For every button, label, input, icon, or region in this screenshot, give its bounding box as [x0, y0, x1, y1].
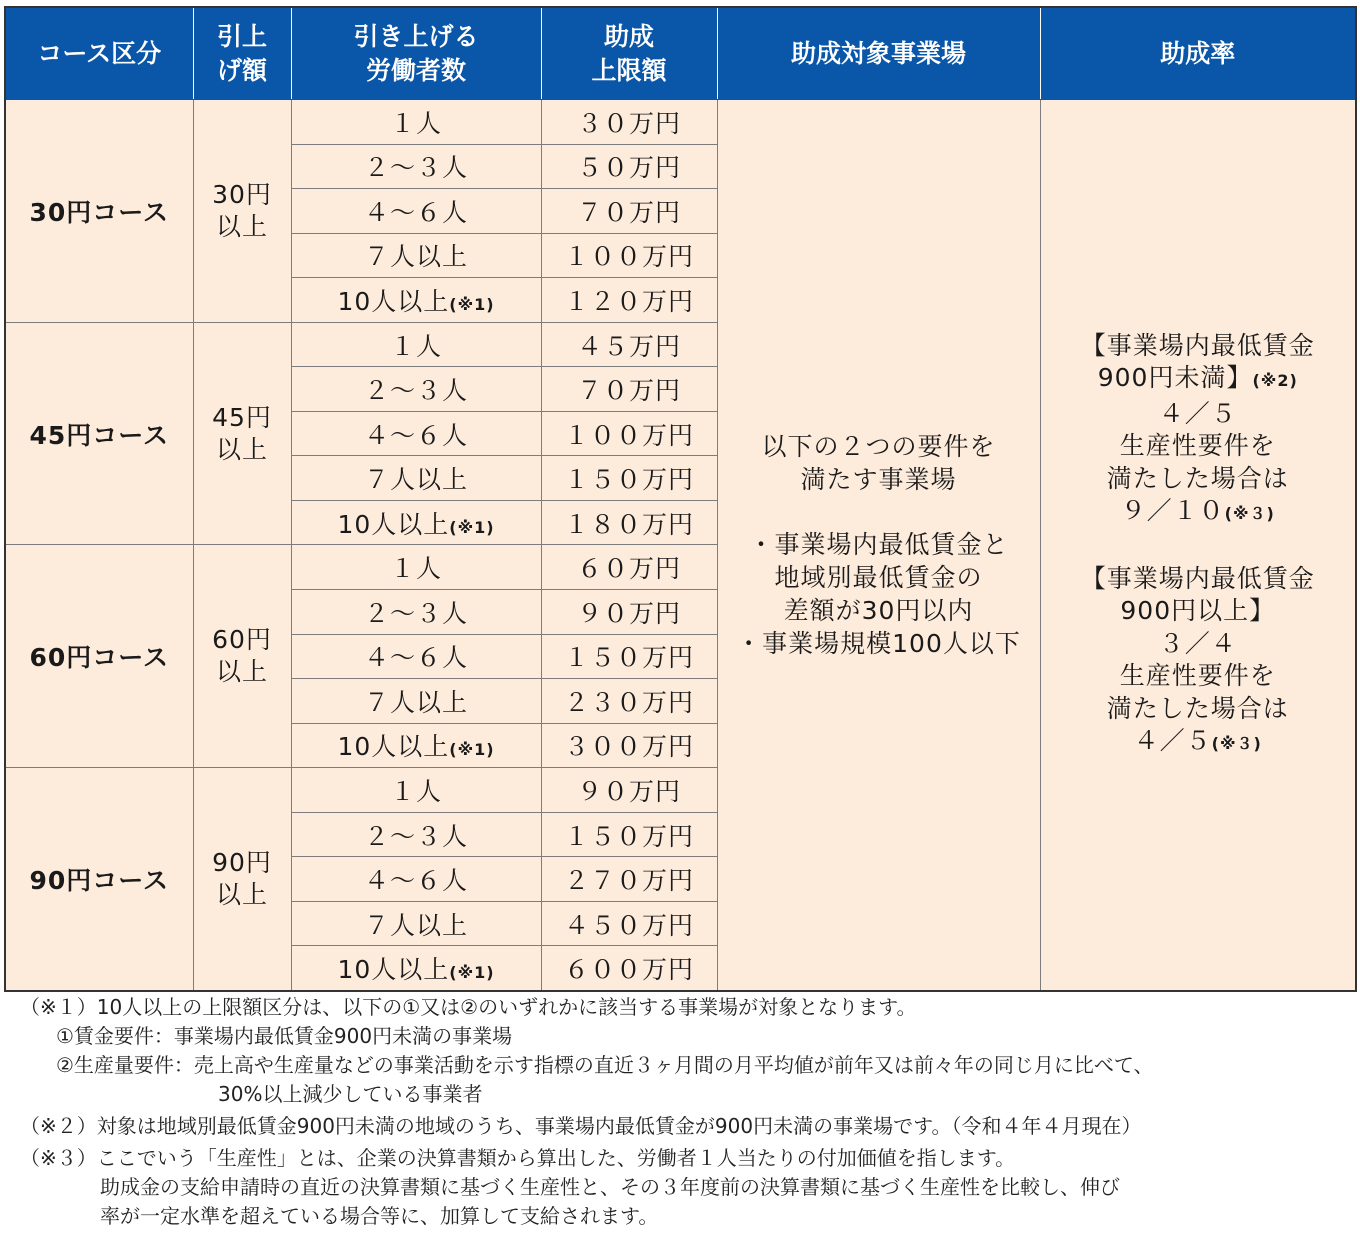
footnote-1-c: 30%以上減少している事業者 — [218, 1082, 483, 1106]
course-amount-suffix: 以上 — [215, 434, 268, 464]
header-amount-line2: げ額 — [216, 55, 267, 85]
target-intro-line1: 以下の２つの要件を — [761, 432, 996, 461]
rate1-cond2: 満たした場合は — [1106, 463, 1289, 493]
limit-cell: １８０万円 — [541, 500, 717, 545]
limit-cell: ７０万円 — [541, 367, 717, 412]
header-limit-line1: 助成 — [603, 21, 654, 51]
workers-note: (※1) — [449, 517, 495, 537]
target-req2: ・事業場規模100人以下 — [736, 629, 1021, 658]
course-name: 30円コース — [5, 100, 193, 323]
target-cell — [717, 100, 1040, 992]
target-req1-line2: 地域別最低賃金の — [774, 563, 983, 592]
table-row — [5, 100, 1356, 145]
course-name: 60円コース — [5, 545, 193, 768]
workers-cell: ２～３人 — [291, 144, 541, 189]
workers-value: 10人以上 — [337, 732, 450, 762]
limit-cell: ７０万円 — [541, 189, 717, 234]
rate1-head: 【事業場内最低賃金 — [1080, 330, 1315, 360]
course-amount-value: 60円 — [212, 625, 272, 655]
rate1-sub-line — [1041, 362, 1356, 398]
workers-cell: ４～６人 — [291, 857, 541, 902]
rate1-note: (※2) — [1252, 371, 1298, 390]
course-amount — [193, 100, 291, 323]
workers-cell: １人 — [291, 768, 541, 813]
workers-cell: ４～６人 — [291, 189, 541, 234]
course-amount — [193, 768, 291, 991]
limit-cell: ５０万円 — [541, 144, 717, 189]
target-req1-line1: ・事業場内最低賃金と — [748, 530, 1009, 559]
rate1-bonus-note: (※３) — [1224, 504, 1275, 523]
limit-cell: １００万円 — [541, 233, 717, 278]
workers-note: (※1) — [449, 963, 495, 983]
course-amount-value: 45円 — [212, 402, 272, 432]
workers-note: (※1) — [449, 294, 495, 314]
course-amount-value: 90円 — [212, 848, 272, 878]
rate1-bonus: ９／１０ — [1120, 496, 1225, 525]
workers-cell: ７人以上 — [291, 901, 541, 946]
workers-cell: ２～３人 — [291, 812, 541, 857]
workers-cell: １人 — [291, 545, 541, 590]
limit-cell: ２３０万円 — [541, 679, 717, 724]
limit-cell: ２７０万円 — [541, 857, 717, 902]
course-amount-suffix: 以上 — [215, 211, 268, 241]
header-workers-line1: 引き上げる — [353, 21, 479, 51]
limit-cell: １００万円 — [541, 411, 717, 456]
header-rate: 助成率 — [1040, 7, 1356, 100]
rate-cell — [1040, 100, 1356, 992]
header-amount-line1: 引上 — [216, 21, 267, 51]
limit-cell: ６０万円 — [541, 545, 717, 590]
rate2-cond1: 生産性要件を — [1119, 661, 1276, 690]
header-course: コース区分 — [5, 7, 193, 100]
workers-cell: １人 — [291, 100, 541, 145]
limit-cell: ３０万円 — [541, 100, 717, 145]
workers-cell: １人 — [291, 322, 541, 367]
rate1-value: ４／５ — [1158, 398, 1237, 428]
header-amount — [193, 7, 291, 100]
limit-cell: １５０万円 — [541, 812, 717, 857]
target-intro-line2: 満たす事業場 — [800, 465, 957, 494]
header-target: 助成対象事業場 — [717, 7, 1040, 100]
footnote-1-b: ②生産量要件：売上高や生産量などの事業活動を示す指標の直近３ヶ月間の月平均値が前年又は前々年の同じ月に比べて、 — [56, 1053, 1154, 1077]
course-name: 90円コース — [5, 768, 193, 991]
limit-cell: ９０万円 — [541, 590, 717, 635]
workers-cell — [291, 723, 541, 768]
workers-cell: ７人以上 — [291, 679, 541, 724]
limit-cell: ６００万円 — [541, 946, 717, 991]
rate2-head: 【事業場内最低賃金 — [1080, 563, 1315, 593]
course-name: 45円コース — [5, 322, 193, 545]
limit-cell: １５０万円 — [541, 456, 717, 501]
course-amount-suffix: 以上 — [215, 657, 268, 687]
footnote-1-a: ①賃金要件：事業場内最低賃金900円未満の事業場 — [56, 1024, 513, 1048]
subsidy-table — [4, 6, 1357, 992]
rate1-bonus-line — [1041, 495, 1356, 531]
rate2-cond2: 満たした場合は — [1106, 693, 1289, 723]
header-row — [5, 7, 1356, 100]
limit-cell: ３００万円 — [541, 723, 717, 768]
rate2-sub: 900円以上】 — [1120, 596, 1276, 625]
footnote-2: （※２）対象は地域別最低賃金900円未満の地域のうち、事業場内最低賃金が900円未満の事業場です。（令和４年４月現在） — [20, 1114, 1142, 1138]
header-workers — [291, 7, 541, 100]
rate1-sub: 900円未満】 — [1097, 363, 1253, 392]
workers-cell: ７人以上 — [291, 233, 541, 278]
footnote-3: （※３）ここでいう「生産性」とは、企業の決算書類から算出した、労働者１人当たりの付加価値を指します。 — [20, 1146, 1016, 1170]
footnote-3-b: 率が一定水準を超えている場合等に、加算して支給されます。 — [100, 1204, 659, 1228]
limit-cell: ４５０万円 — [541, 901, 717, 946]
course-amount-suffix: 以上 — [215, 880, 268, 910]
limit-cell: １５０万円 — [541, 634, 717, 679]
footnote-3-a: 助成金の支給申請時の直近の決算書類に基づく生産性と、その３年度前の決算書類に基づく生産性を比較し、伸び — [100, 1175, 1120, 1199]
workers-note: (※1) — [449, 740, 495, 760]
workers-cell — [291, 946, 541, 991]
footnote-1: （※１）10人以上の上限額区分は、以下の①又は②のいずれかに該当する事業場が対象となります。 — [20, 995, 917, 1019]
workers-value: 10人以上 — [337, 509, 450, 539]
rate2-value: ３／４ — [1158, 628, 1237, 658]
header-limit-line2: 上限額 — [591, 55, 667, 85]
workers-cell — [291, 500, 541, 545]
workers-value: 10人以上 — [337, 286, 450, 316]
workers-cell — [291, 278, 541, 323]
workers-cell: ４～６人 — [291, 634, 541, 679]
workers-value: 10人以上 — [337, 955, 450, 985]
workers-cell: ４～６人 — [291, 411, 541, 456]
course-amount-value: 30円 — [212, 179, 272, 209]
rate1-cond1: 生産性要件を — [1119, 431, 1276, 460]
header-limit — [541, 7, 717, 100]
footnotes — [20, 993, 1350, 1231]
workers-cell: ２～３人 — [291, 367, 541, 412]
course-amount — [193, 322, 291, 545]
rate2-bonus-note: (※３) — [1211, 734, 1262, 753]
course-amount — [193, 545, 291, 768]
target-spacer — [718, 496, 1040, 528]
rate2-bonus-line — [1041, 725, 1356, 761]
rate-spacer — [1041, 531, 1356, 563]
rate2-bonus: ４／５ — [1133, 726, 1212, 755]
header-workers-line2: 労働者数 — [365, 55, 466, 85]
workers-cell: ７人以上 — [291, 456, 541, 501]
workers-cell: ２～３人 — [291, 590, 541, 635]
limit-cell: １２０万円 — [541, 278, 717, 323]
target-req1-line3: 差額が30円以内 — [783, 596, 974, 625]
limit-cell: ４５万円 — [541, 322, 717, 367]
limit-cell: ９０万円 — [541, 768, 717, 813]
